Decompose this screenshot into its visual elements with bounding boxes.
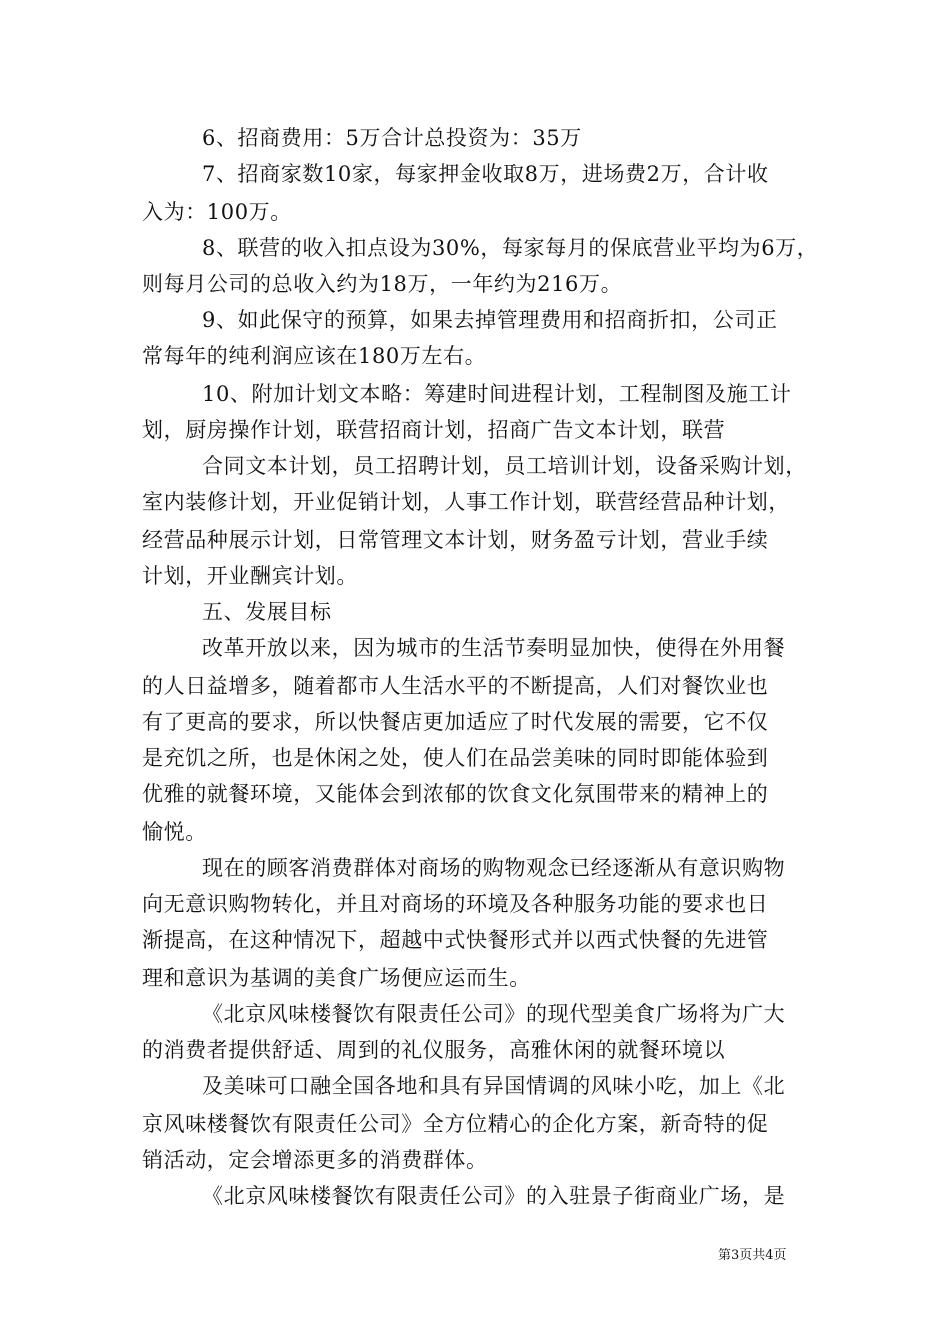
text-line: 10、附加计划文本略：筹建时间进程计划，工程制图及施工计 <box>202 382 792 406</box>
text-line: 室内装修计划，开业促销计划，人事工作计划，联营经营品种计划， <box>142 490 790 514</box>
page-number: 第3页共4页 <box>718 1248 787 1263</box>
text-line: 计划，开业酬宾计划。 <box>142 564 358 588</box>
text-line: 6、招商费用：5万合计总投资为：35万 <box>202 126 582 150</box>
text-line: 划，厨房操作计划，联营招商计划，招商广告文本计划，联营 <box>142 418 726 442</box>
text-line: 8、联营的收入扣点设为30%，每家每月的保底营业平均为6万， <box>202 236 819 260</box>
text-line: 的消费者提供舒适、周到的礼仪服务，高雅休闲的就餐环境以 <box>142 1038 726 1062</box>
text-line: 合同文本计划，员工招聘计划，员工培训计划，设备采购计划， <box>202 454 807 478</box>
text-line: 有了更高的要求，所以快餐店更加适应了时代发展的需要，它不仅 <box>142 710 769 734</box>
text-line: 的人日益增多，随着都市人生活水平的不断提高，人们对餐饮业也 <box>142 674 769 698</box>
text-line: 改革开放以来，因为城市的生活节奏明显加快，使得在外用餐 <box>202 636 786 660</box>
text-line: 及美味可口融全国各地和具有异国情调的风味小吃，加上《北 <box>202 1074 786 1098</box>
text-line: 《北京风味楼餐饮有限责任公司》的现代型美食广场将为广大 <box>202 1002 786 1026</box>
text-line: 入为：100万。 <box>142 200 292 224</box>
text-line: 销活动，定会增添更多的消费群体。 <box>142 1148 488 1172</box>
text-line: 渐提高，在这种情况下，超越中式快餐形式并以西式快餐的先进管 <box>142 928 769 952</box>
text-line: 7、招商家数10家，每家押金收取8万，进场费2万，合计收 <box>202 162 769 186</box>
text-line: 愉悦。 <box>142 820 207 844</box>
text-line: 是充饥之所，也是休闲之处，使人们在品尝美味的同时即能体验到 <box>142 746 769 770</box>
text-line: 理和意识为基调的美食广场便应运而生。 <box>142 966 531 990</box>
section-heading: 五、发展目标 <box>202 600 332 624</box>
text-line: 经营品种展示计划，日常管理文本计划，财务盈亏计划，营业手续 <box>142 528 769 552</box>
text-line: 《北京风味楼餐饮有限责任公司》的入驻景子街商业广场，是 <box>202 1184 786 1208</box>
text-line: 9、如此保守的预算，如果去掉管理费用和招商折扣，公司正 <box>202 308 778 332</box>
text-line: 常每年的纯利润应该在180万左右。 <box>142 344 487 368</box>
text-line: 京风味楼餐饮有限责任公司》全方位精心的企化方案，新奇特的促 <box>142 1112 769 1136</box>
text-line: 现在的顾客消费群体对商场的购物观念已经逐渐从有意识购物 <box>202 856 786 880</box>
text-line: 向无意识购物转化，并且对商场的环境及各种服务功能的要求也日 <box>142 892 769 916</box>
text-line: 则每月公司的总收入约为18万，一年约为216万。 <box>142 272 623 296</box>
text-line: 优雅的就餐环境，又能体会到浓郁的饮食文化氛围带来的精神上的 <box>142 782 769 806</box>
